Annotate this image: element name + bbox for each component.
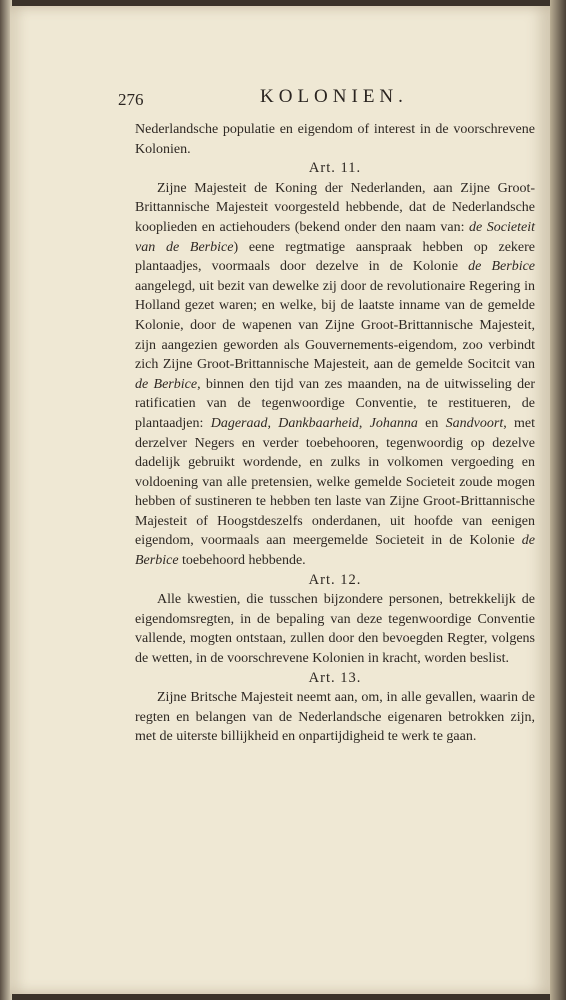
italic-name: Sandvoort	[445, 415, 504, 431]
italic-name: Johanna	[369, 415, 418, 431]
text-segment: Zijne Majesteit de Koning der Nederlanden, aan Zijne Groot-Brittannische Majesteit voorgesteld hebbende, dat de Nederlandsche kooplieden en actiehouders (bekend onder den naam van:	[135, 180, 535, 235]
italic-name: de Societeit van de Berbice	[135, 219, 535, 255]
text-segment: ,	[358, 415, 370, 431]
text-segment: aangelegd, uit bezit van dewelke zij door de revolutionaire Regering in Holland gezet waren; en welke, bij de laatste inname van de gemelde Kolonie, door de wapenen van Zijne Groot-Brittannische Majesteit, zijn aangezien geworden als Gouvernements-eigendom, zoo verbindt zich Zijne Groot-Brittannische Majesteit, aan de gemelde Socitcit van	[135, 278, 535, 373]
running-title: KOLONIEN.	[260, 86, 408, 107]
text-segment: toebehoord hebbende.	[178, 553, 306, 569]
body-text	[135, 120, 535, 747]
italic-name: de Berbice	[468, 259, 536, 275]
page-number: 276	[118, 90, 144, 109]
article-12-paragraph: Alle kwestien, die tusschen bijzondere personen, betrekkelijk de eigendomsregten, in de bepaling van deze tegenwoordige Conventie vallende, mogten ontstaan, zullen door den bevoegden Regter, volgens de wetten, in de voorschrevene Kolonien in kracht, worden beslist.	[135, 592, 535, 667]
article-12-heading: Art. 12.	[308, 571, 362, 588]
intro-paragraph: Nederlandsche populatie en eigendom of interest in de voorschrevene Kolonien.	[135, 122, 535, 157]
text-segment: ) eene regtmatige aanspraak hebben op zekere plantaadjes, voormaals door dezelve in de Kolonie	[135, 239, 535, 275]
text-segment: ,	[267, 415, 279, 431]
italic-name: de Berbice	[135, 376, 198, 392]
italic-name: de Berbice	[135, 533, 535, 569]
italic-name: Dageraad	[210, 415, 268, 431]
text-segment: , binnen den tijd van zes maanden, na de uitwisseling der ratificatien van de tegenwoordige Conventie, te restitueren, de plantaadjen:	[135, 376, 535, 431]
italic-name: Dankbaarheid	[278, 415, 359, 431]
article-11-heading: Art. 11.	[308, 160, 362, 177]
text-segment: en	[417, 415, 446, 431]
article-11-paragraph	[135, 179, 535, 571]
article-13-heading: Art. 13.	[308, 669, 362, 686]
page-header	[118, 86, 518, 114]
text-segment: , met derzelver Negers en verder toebehooren, tegenwoordig op dezelve dadelijk gebruikt wordende, en zulks in volkomen vergoeding en voldoening van alle pretensien, welke gemelde Societeit zoude mogen hebben of sustineren te hebben ten laste van Zijne Groot-Brittannische Majesteit of Hoogstdeszelfs onderdanen, uit hoofde van eenigen eigendom, voormaals aan meergemelde Societeit in de Kolonie	[135, 415, 536, 549]
page-edge	[550, 0, 566, 1000]
article-13-paragraph: Zijne Britsche Majesteit neemt aan, om, in alle gevallen, waarin de regten en belangen van de Nederlandsche eigenaren betrokken zijn, met de uiterste billijkheid en onpartijdigheid te werk te gaan.	[135, 690, 535, 745]
